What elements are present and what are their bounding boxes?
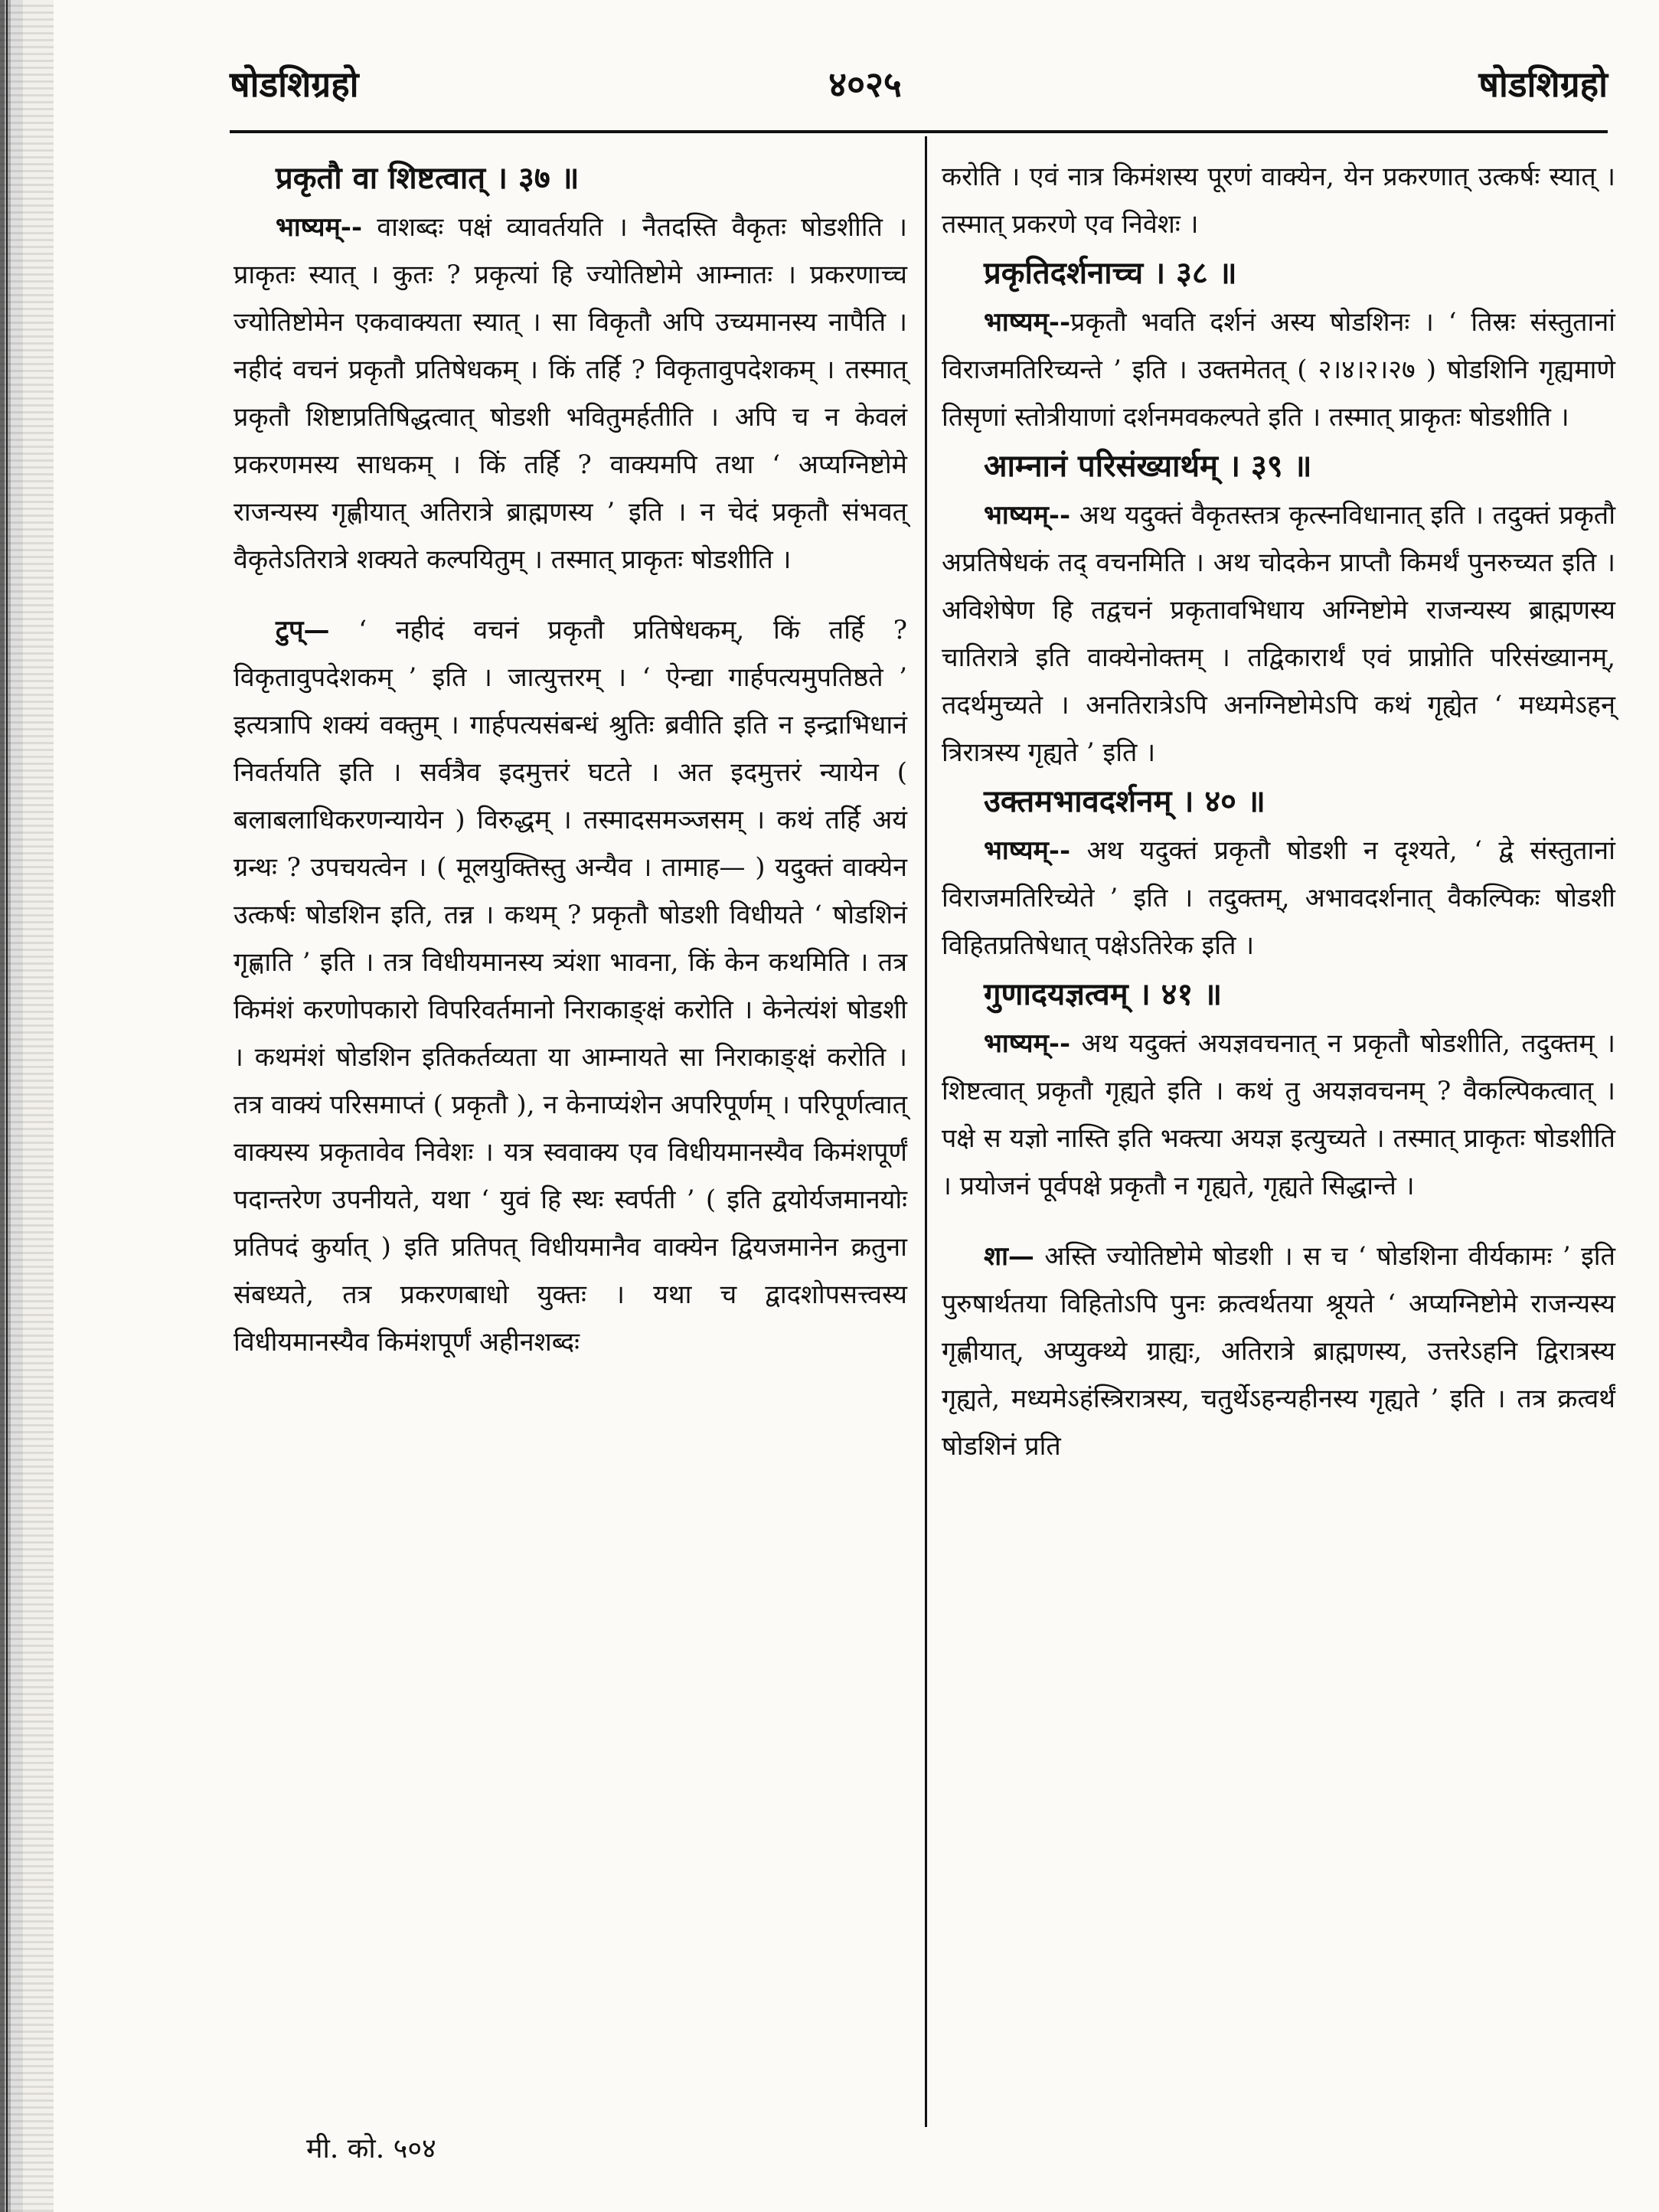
sha-commentary: [942, 1233, 1615, 1470]
sutra-41: गुणादयज्ञत्वम् । ४१ ॥: [984, 976, 1223, 1012]
column-divider: [925, 136, 927, 2127]
bhashya-40: [942, 827, 1615, 969]
sha-label: शा—: [984, 1241, 1034, 1272]
bhashya-label: भाष्यम्--: [984, 307, 1071, 338]
bhashya-text: अथ यदुक्तं अयज्ञवचनात् न प्रकृतौ षोडशीति, तदुक्तम् । शिष्टत्वात् प्रकृतौ गृह्यते इति । कथं तु अयज्ञवचनम् ? वैकल्पिकत्वात् । पक्षे स यज्ञो नास्ति इति भक्त्या अयज्ञ इत्युच्यते । तस्मात् प्राकृतः षोडशीति । प्रयोजनं पूर्वपक्षे प्रकृतौ न गृह्यते, गृह्यते सिद्धान्ते ।: [942, 1028, 1615, 1201]
tup-text: ‘ नहीदं वचनं प्रकृतौ प्रतिषेधकम्, किं तर्हि ? विकृतावुपदेशकम् ’ इति । जात्युत्तरम् । ‘ ऐन्द्या गार्हपत्यमुपतिष्ठते ’ इत्यत्रापि शक्यं वक्तुम् । गार्हपत्यसंबन्धं श्रुतिः ब्रवीति इति न इन्द्राभिधानं निवर्तयति इति । सर्वत्रैव इदमुत्तरं घटते । अत इदमुत्तरं न्यायेन ( बलाबलाधिकरणन्यायेन ) विरुद्धम् । तस्मादसमञ्जसम् । कथं तर्हि अयं ग्रन्थः ? उपचयत्वेन । ( मूलयुक्तिस्तु अन्यैव । तामाह— ) यदुक्तं वाक्येन उत्कर्षः षोडशिन इति, तन्न । कथम् ? प्रकृतौ षोडशी विधीयते ‘ षोडशिनं गृह्णाति ’ इति । तत्र विधीयमानस्य त्र्यंशा भावना, किं केन कथमिति । तत्र किमंशं करणोपकारो विपरिवर्तमानो निराकाङ्क्षं करोति । केनेत्यंशं षोडशी । कथमंशं षोडशिन इतिकर्तव्यता या आम्नायते सा निराकाङ्क्षं करोति । तत्र वाक्यं परिसमाप्तं ( प्रकृतौ ), न केनाप्यंशेन अपरिपूर्णम् । परिपूर्णत्वात् वाक्यस्य प्रकृतावेव निवेशः । यत्र स्ववाक्य एव विधीयमानस्यैव किमंशपूर्णं पदान्तरेण उपनीयते, यथा ‘ युवं हि स्थः स्वर्पती ’ ( इति द्वयोर्यजमानयोः प्रतिपदं कुर्यात् ) इति प्रतिपत् विधीयमानैव वाक्येन द्वियजमानेन क्रतुना संबध्यते, तत्र प्रकरणबाधो युक्तः । यथा च द्वादशोपसत्त्वस्य विधीयमानस्यैव किमंशपूर्णं अहीनशब्दः: [234, 615, 907, 1358]
sutra-40: उक्तमभावदर्शनम् । ४० ॥: [984, 783, 1265, 819]
right-column: [942, 153, 1615, 1470]
scanned-book-edge: [0, 0, 54, 2212]
bhashya-label: भाष्यम्--: [984, 500, 1071, 531]
bhashya-39: [942, 492, 1615, 776]
sutra-39: आम्नानं परिसंख्यार्थम् । ३९ ॥: [984, 448, 1312, 484]
page-number: ४०२५: [828, 64, 902, 105]
bhashya-label: भाष्यम्--: [276, 212, 363, 243]
sutra-38: प्रकृतिदर्शनाच्च । ३८ ॥: [984, 255, 1237, 291]
header-rule: [230, 130, 1608, 133]
bhashya-label: भाष्यम्--: [984, 1028, 1071, 1059]
bhashya-label: भाष्यम्--: [984, 835, 1071, 866]
bhashya-41: [942, 1020, 1615, 1210]
signature-footer: मी. को. ५०४: [306, 2133, 436, 2165]
bhashya-text: अथ यदुक्तं प्रकृतौ षोडशी न दृश्यते, ‘ द्वे संस्तुतानां विराजमतिरिच्येते ’ इति । तदुक्तम्, अभावदर्शनात् वैकल्पिकः षोडशी विहितप्रतिषेधात् पक्षेऽतिरेक इति ।: [942, 835, 1615, 961]
tup-label: टुप्—: [276, 615, 330, 645]
tup-commentary: [234, 606, 907, 1366]
bhashya-text: प्रकृतौ भवति दर्शनं अस्य षोडशिनः । ‘ तिस्रः संस्तुतानां विराजमतिरिच्यन्ते ’ इति । उक्तमेतत् ( २।४।२।२७ ) षोडशिनि गृह्यमाणे तिसृणां स्तोत्रीयाणां दर्शनमवकल्पते इति । तस्मात् प्राकृतः षोडशीति ।: [942, 307, 1615, 433]
running-head-right: षोडशिग्रहो: [1478, 64, 1608, 105]
bhashya-38: [942, 299, 1615, 441]
running-head-left: षोडशिग्रहो: [230, 64, 359, 105]
bhashya-text: वाशब्दः पक्षं व्यावर्तयति । नैतदस्ति वैकृतः षोडशीति । प्राकृतः स्यात् । कुतः ? प्रकृत्यां हि ज्योतिष्टोमे आम्नातः । प्रकरणाच्च ज्योतिष्टोमेन एकवाक्यता स्यात् । सा विकृतौ अपि उच्यमानस्य नापैति । नहीदं वचनं प्रकृतौ प्रतिषेधकम् । किं तर्हि ? विकृतावुपदेशकम् । तस्मात् प्रकृतौ शिष्टाप्रतिषिद्धत्वात् षोडशी भवितुमर्हतीति । अपि च न केवलं प्रकरणमस्य साधकम् । किं तर्हि ? वाक्यमपि तथा ‘ अप्यग्निष्टोमे राजन्यस्य गृह्णीयात् अतिरात्रे ब्राह्मणस्य ’ इति । न चेदं प्रकृतौ संभवत् वैकृतेऽतिरात्रे शक्यते कल्पयितुम् । तस्मात् प्राकृतः षोडशीति ।: [234, 212, 907, 575]
binding-line: [6, 0, 8, 2212]
bhashya-37: [234, 204, 907, 583]
sutra-37: प्रकृतौ वा शिष्टत्वात् । ३७ ॥: [276, 160, 580, 196]
continuation-text: करोति । एवं नात्र किमंशस्य पूरणं वाक्येन, येन प्रकरणात् उत्कर्षः स्यात् । तस्मात् प्रकरणे एव निवेशः ।: [942, 162, 1615, 240]
sha-text: अस्ति ज्योतिष्टोमे षोडशी । स च ‘ षोडशिना वीर्यकामः ’ इति पुरुषार्थतया विहितोऽपि पुनः क्रत्वर्थतया श्रूयते ‘ अप्यग्निष्टोमे राजन्यस्य गृह्णीयात्, अप्युक्थ्ये ग्राह्यः, अतिरात्रे ब्राह्मणस्य, उत्तरेऽहनि द्विरात्रस्य गृह्यते, मध्यमेऽहंस्त्रिरात्रस्य, चतुर्थेऽहन्यहीनस्य गृह्यते ’ इति । तत्र क्रत्वर्थं षोडशिनं प्रति: [942, 1241, 1615, 1462]
bhashya-text: अथ यदुक्तं वैकृतस्तत्र कृत्स्नविधानात् इति । तदुक्तं प्रकृतौ अप्रतिषेधकं तद् वचनमिति । अथ चोदकेन प्राप्तौ किमर्थं पुनरुच्यत इति । अविशेषेण हि तद्वचनं प्रकृतावभिधाय अग्निष्टोमे राजन्यस्य ब्राह्मणस्य चातिरात्रे इति वाक्येनोक्तम् । तद्विकारार्थं एवं प्राप्नोति परिसंख्यानम्, तदर्थमुच्यते । अनतिरात्रेऽपि अनग्निष्टोमेऽपि कथं गृह्येत ‘ मध्यमेऽहन् त्रिरात्रस्य गृह्यते ’ इति ।: [942, 500, 1615, 768]
left-column: [234, 153, 907, 1366]
